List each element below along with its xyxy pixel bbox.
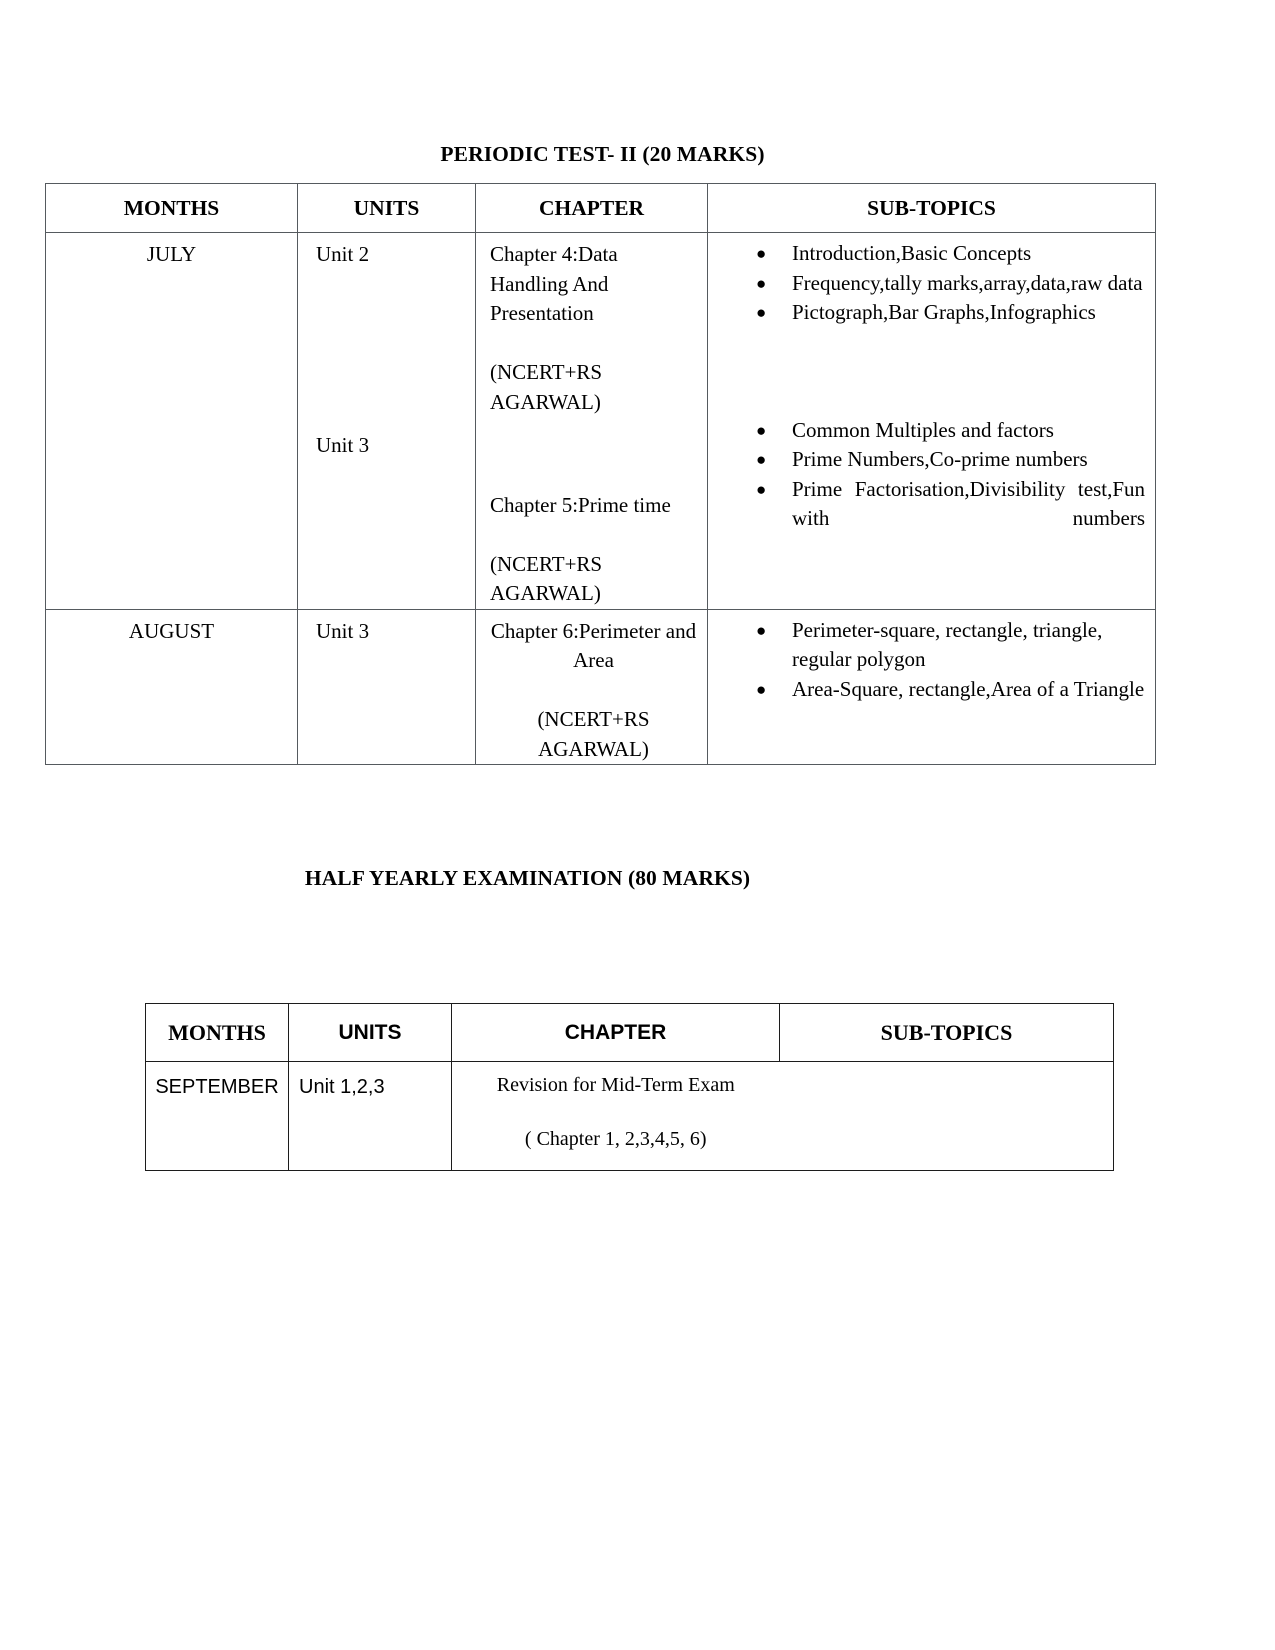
subtopic-text: Common Multiples and factors <box>792 417 1054 442</box>
chapter-source: (NCERT+RS AGARWAL) <box>537 707 650 761</box>
cell-chapter-september <box>452 1062 780 1171</box>
list-item <box>708 416 1145 446</box>
bullet-icon: ● <box>756 450 767 469</box>
subtopic-text: Frequency,tally marks,array,data,raw data <box>792 270 1143 295</box>
column-header-subtopics: SUB-TOPICS <box>708 184 1156 233</box>
table-header-row <box>146 1004 1114 1062</box>
cell-units-august <box>298 609 476 765</box>
page-title-half-yearly: HALF YEARLY EXAMINATION (80 MARKS) <box>304 866 751 890</box>
cell-subtopics-september <box>780 1062 1114 1171</box>
subtopic-text: Pictograph,Bar Graphs,Infographics <box>792 300 1096 324</box>
table-row <box>146 1062 1114 1171</box>
subtopic-list <box>708 616 1145 705</box>
subtopic-text: Introduction,Basic Concepts <box>792 241 1032 265</box>
table-row <box>46 609 1156 765</box>
list-item <box>708 475 1145 564</box>
chapter-title: Chapter 4:Data Handling And Presentation <box>490 242 618 325</box>
column-header-chapter: CHAPTER <box>452 1004 780 1062</box>
bullet-icon: ● <box>756 679 767 699</box>
cell-subtopics-july <box>708 233 1156 610</box>
column-header-months: MONTHS <box>146 1004 289 1062</box>
cell-month-august: AUGUST <box>46 609 298 765</box>
list-item <box>708 298 1145 328</box>
unit-label: Unit 2 <box>316 242 370 266</box>
table-row <box>46 233 1156 610</box>
chapter-title: Chapter 6:Perimeter and Area <box>490 618 697 672</box>
periodic-test-table <box>45 183 1156 765</box>
cell-chapter-july <box>476 233 708 610</box>
cell-subtopics-august <box>708 609 1156 765</box>
subtopic-list <box>708 239 1145 328</box>
subtopic-text: Prime Factorisation,Divisibility test,Fun with numbers <box>792 476 1145 530</box>
chapter-source: (NCERT+RS AGARWAL) <box>490 551 603 605</box>
chapter-source: (NCERT+RS AGARWAL) <box>490 360 603 414</box>
bullet-icon: ● <box>756 479 767 499</box>
cell-units-july <box>298 233 476 610</box>
subtopic-text: Prime Numbers,Co-prime numbers <box>792 447 1088 471</box>
cell-units-september: Unit 1,2,3 <box>289 1062 452 1171</box>
page-title-periodic-test: PERIODIC TEST- II (20 MARKS) <box>440 142 765 166</box>
bullet-icon: ● <box>756 244 767 263</box>
column-header-subtopics: SUB-TOPICS <box>780 1004 1114 1062</box>
subtopic-text: Area-Square, rectangle,Area of a Triangle <box>792 676 1145 701</box>
cell-month-july: JULY <box>46 233 298 610</box>
bullet-icon: ● <box>756 620 767 640</box>
column-header-units: UNITS <box>298 184 476 233</box>
bullet-icon: ● <box>756 420 767 440</box>
list-item <box>708 445 1145 475</box>
bullet-icon: ● <box>756 273 767 293</box>
chapter-title: Chapter 5:Prime time <box>490 492 671 517</box>
bullet-icon: ● <box>756 303 767 322</box>
unit-label: Unit 3 <box>316 618 370 643</box>
subtopic-list <box>708 416 1145 564</box>
half-yearly-table <box>145 1003 1114 1171</box>
list-item <box>708 269 1145 299</box>
list-item <box>708 616 1145 675</box>
list-item <box>708 675 1145 705</box>
cell-chapter-august <box>476 609 708 765</box>
column-header-months: MONTHS <box>46 184 298 233</box>
subtopic-text: Perimeter-square, rectangle, triangle, regular polygon <box>792 617 1103 671</box>
cell-month-september: SEPTEMBER <box>146 1062 289 1171</box>
table-header-row <box>46 184 1156 233</box>
list-item <box>708 239 1145 269</box>
column-header-chapter: CHAPTER <box>476 184 708 233</box>
chapter-title: Revision for Mid-Term Exam <box>496 1074 735 1096</box>
column-header-units: UNITS <box>289 1004 452 1062</box>
chapter-detail: ( Chapter 1, 2,3,4,5, 6) <box>524 1128 707 1150</box>
unit-label: Unit 3 <box>316 433 370 457</box>
